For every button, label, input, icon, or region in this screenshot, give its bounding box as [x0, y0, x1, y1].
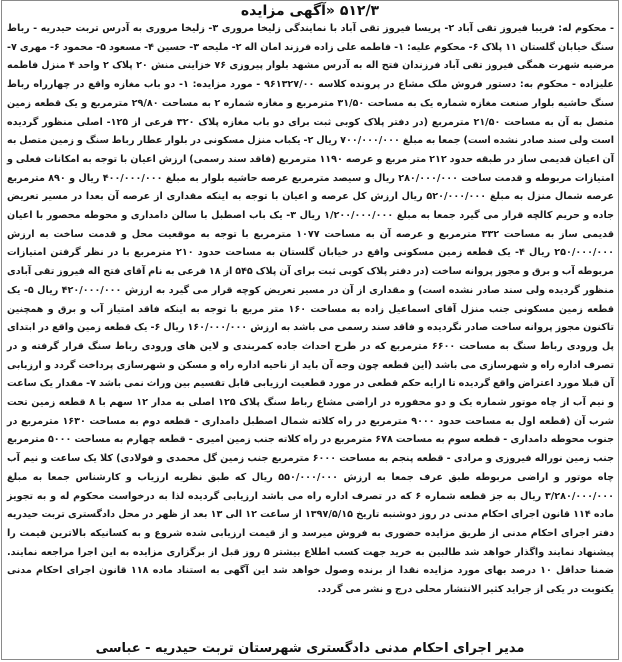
notice-body: - محکوم له: فریبا فیروز تقی آباد ۲- پریسا فیروز تقی آباد با نمایندگی زلیخا مروری ۳- زلیخا مروری به آدرس تربت حیدریه - رباط سنگ خیابان گلستان ۱۱ پلاک ۶- محکوم علیه: ۱- فاطمه علی زاده فرزند امان اله ۲- ملیحه ۳- حسین ۴- مسعود ۵- محمود ۶- مهری ۷- مرضیه شهرت همگی فیروز تقی آباد فرزندان فتح اله به آدرس مشهد بلوار پیروزی ۷۶ خزاینی منش ۲۰ پلاک ۲ واحد ۴ منزل فاطمه علیزاده - محکوم به: دستور فروش ملک مشاع در پرونده کلاسه ۹۶۱۳۲۷/۰۰ - مورد مزایده: ۱- دو باب مغازه واقع در چهارراه رباط سنگ حاشیه بلوار صنعت مغازه شماره یک به مساحت ۳۱/۵۰ مترمربع و مغازه شماره ۲ به مساحت ۲۹/۸۰ مترمربع و یک قطعه زمین متصل به آن به مساحت ۲۱/۵۰ مترمربع (در دفتر پلاک کوبی ثبت برای دو باب مغازه پلاک ۳۲۰ فرعی از ۱۲۵- اصلی منظور گردیده است ولی سند صادر نشده است) جمعا به مبلغ ۷۰۰/۰۰۰/۰۰۰ ریال ۲- یکباب منزل مسکونی در بلوار عطار رباط سنگ و زمین متصل به آن اعیان قدیمی ساز در طبقه حدود ۲۱۲ متر مربع و عرصه ۱۱۹۰ مترمربع (فاقد سند رسمی) ارزش اعیان با توجه به امکانات فعلی و امتیازات مربوطه و قدمت ساخت ۲۸۰/۰۰۰/۰۰۰ ریال و سیصد مترمربع عرصه حاشیه بلوار به مبلغ ۴۰۰/۰۰۰/۰۰۰ ریال و ۸۹۰ مترمربع عرصه شمال منزل به مبلغ ۵۲۰/۰۰۰/۰۰۰ ریال ارزش کل عرصه و اعیان با توجه به اینکه مقداری از عرصه آن بعدا در مسیر تعریض جاده و حریم کالچه قرار می گیرد جمعا به مبلغ ۱/۲۰۰/۰۰۰/۰۰۰ ریال ۳- یک باب اصطبل با سالن دامداری و محوطه محصور با اعیان قدیمی ساز به مساحت ۳۳۲ مترمربع و عرصه آن به مساحت ۱۰۷۷ مترمربع با توجه به موقعیت محل و قدمت ساخت به ارزش ۲۵۰/۰۰۰/۰۰۰ ریال ۴- یک قطعه زمین مسکونی واقع در خیابان گلستان به مساحت حدود ۲۱۰ مترمربع با در نظر گرفتن امتیازات مربوطه آب و برق و مجوز پروانه ساخت (در دفتر پلاک کوبی ثبت برای آن پلاک ۵۴۵ از ۱۸ فرعی به نام آقای فتح اله فیروز تقی آبادی منظور گردیده ولی سند صادر نشده است) و مقداری از آن در مسیر تعریض کوچه قرار می گیرد به ارزش ۴۲۰/۰۰۰/۰۰۰ ریال ۵- یک قطعه زمین مسکونی جنب منزل آقای اسماعیل زاده به مساحت ۱۶۰ متر مربع با توجه به اینکه فاقد امتیاز آب و برق و همچنین تاکنون مجوز پروانه ساخت صادر نگردیده و فاقد سند رسمی می باشد به ارزش ۱۶۰/۰۰۰/۰۰۰ ریال ۶- یک قطعه زمین واقع در ابتدای پل ورودی رباط سنگ به مساحت ۶۶۰۰ مترمربع که در طرح احداث جاده کمربندی و لاین های ورودی رباط سنگ قرار گرفته و در تصرف اداره راه و شهرسازی می باشد (این قطعه چون وجه آن باید از ناحیه اداره راه و مسکن و شهرسازی پرداخت گردد و ارزیابی آن قبلا مورد اعتراض واقع گردیده تا ارایه حکم قطعی در مورد قطعیت ارزیابی قابل تقسیم بین وراث نمی باشد ۷- مقدار یک ساعت و نیم آب از چاه موتور شماره یک و دو محفوره در اراضی مشاع رباط سنگ پلاک ۱۲۵ اصلی به مدار ۱۲ سهم با ۸ قطعه زمین تحت شرب آن (قطعه اول به مساحت حدود ۹۰۰۰ مترمربع در راه کلاته شمال اصطبل دامداری - قطعه دوم به مساحت ۱۶۳۰ مترمربع در جنوب محوطه دامداری - قطعه سوم به مساحت ۶۷۸ مترمربع در راه کلاته جنب زمین امیری - قطعه چهارم به مساحت ۵۰۰۰ مترمربع جنب زمین نوراله فیروزی و مرادی - قطعه پنجم به مساحت ۶۰۰۰ مترمربع جنب زمین گل محمدی و فولادی) کلا یک ساعت و نیم آب چاه موتور و اراضی مربوطه طبق عرف جمعا به ارزش ۵۵۰/۰۰۰/۰۰۰ ریال که طبق نظریه ارزیاب و کارشناس جمعا به مبلغ ۳/۲۸۰/۰۰۰/۰۰۰ ریال به جز قطعه شماره ۶ که در تصرف اداره راه می باشد ارزیابی گردیده لذا به درخواست محکوم له و به تجویز ماده ۱۱۴ قانون اجرای احکام مدنی در روز دوشنبه تاریخ ۱۳۹۷/۵/۱۵ از ساعت ۱۲ الی ۱۳ بعد از ظهر در محل دادگستری تربت حیدریه دفتر اجرای احکام مدنی از طریق مزایده حضوری به فروش میرسد و از قیمت ارزیابی شده شروع و به کسانیکه بالاترین قیمت را پیشنهاد نمایند واگذار خواهد شد طالبین به خرید جهت کسب اطلاع بیشتر ۵ روز قبل از برگزاری مزایده به این اجرا مراجعه نمایند. ضمنا حداقل ۱۰ درصد بهای مورد مزایده نقدا از برنده وصول خواهد شد این آگهی به استناد ماده ۱۱۸ قانون اجرای احکام مدنی یکنوبت در یکی از جراید کثیر الانتشار محلی درج و نشر می گردد.: [7, 23, 615, 596]
auction-notice: [1, 0, 619, 660]
notice-signature: مدیر اجرای احکام مدنی دادگستری شهرستان تربت حیدریه - عباسی: [95, 641, 525, 656]
notice-title: ۵۱۲/۳ «آگهی مزایده: [240, 3, 380, 19]
